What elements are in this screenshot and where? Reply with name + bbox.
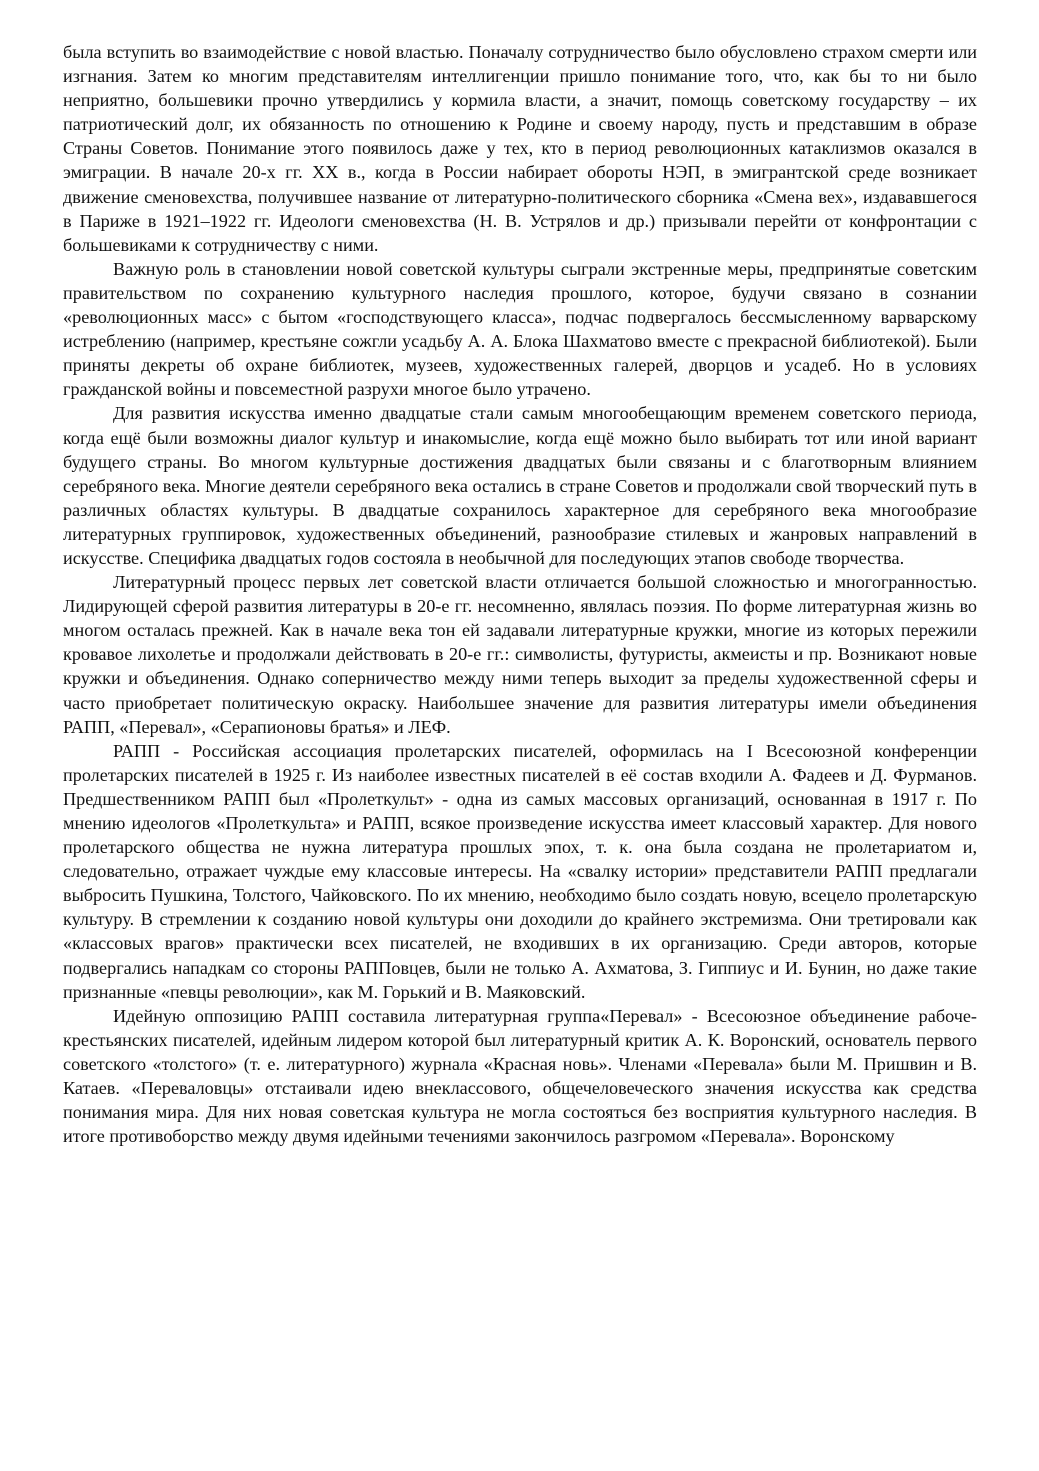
paragraph-heritage: Важную роль в становлении новой советской культуры сыграли экстренные меры, предпринятые советским правительством по сохранению культурного наследия прошлого, которое, будучи связано в сознании «революционных масс» с бытом «господствующего класса», подчас подвергалось бессмысленному варварскому истреблению (например, крестьяне сожгли усадьбу А. А. Блока Шахматово вместе с прекрасной библиотекой). Были приняты декреты об охране библиотек, музеев, художественных галерей, дворцов и усадеб. Но в условиях гражданской войны и повсеместной разрухи многое было утрачено. (63, 258, 977, 400)
paragraph-literary-process: Литературный процесс первых лет советской власти отличается большой сложностью и многогранностью. Лидирующей сферой развития литературы в 20-е гг. несомненно, являлась поэзия. По форме литературная жизнь во многом осталась прежней. Как в начале века тон ей задавали литературные кружки, многие из которых пережили кровавое лихолетье и продолжали действовать в 20-е гг.: символисты, футуристы, акмеисты и пр. Возникают новые кружки и объединения. Однако соперничество между ними теперь выходит за пределы художественной сферы и часто приобретает политическую окраску. Наибольшее значение для развития литературы имели объединения РАПП, «Перевал», «Серапионовы братья» и ЛЕФ. (63, 572, 977, 737)
document-page (63, 40, 977, 1148)
paragraph-cooperation: была вступить во взаимодействие с новой властью. Поначалу сотрудничество было обусловлено страхом смерти или изгнания. Затем ко многим представителям интеллигенции пришло понимание того, что, как бы то ни было неприятно, большевики прочно утвердились у кормила власти, а значит, помощь советскому государству – их патриотический долг, их обязанность по отношению к Родине и своему народу, пусть и представшим в образе Страны Советов. Понимание этого появилось даже у тех, кто в период революционных катаклизмов оказался в эмиграции. В начале 20-х гг. XX в., когда в России набирает обороты НЭП, в эмигрантской среде возникает движение сменовехства, получившее название от литературно-политического сборника «Смена вех», издававшегося в Париже в 1921–1922 гг. Идеологи сменовехства (Н. В. Устрялов и др.) призывали перейти от конфронтации с большевиками к сотрудничеству с ними. (63, 42, 977, 255)
paragraph-rapp: РАПП - Российская ассоциация пролетарских писателей, оформилась на I Всесоюзной конференции пролетарских писателей в 1925 г. Из наиболее известных писателей в её состав входили А. Фадеев и Д. Фурманов. Предшественником РАПП был «Пролеткульт» - одна из самых массовых организаций, основанная в 1917 г. По мнению идеологов «Пролеткульта» и РАПП, всякое произведение искусства имеет классовый характер. Для нового пролетарского общества не нужна литература прошлых эпох, т. к. она была создана не пролетариатом и, следовательно, отражает чуждые ему классовые интересы. На «свалку истории» представители РАПП предлагали выбросить Пушкина, Толстого, Чайковского. По их мнению, необходимо было создать новую, всецело пролетарскую культуру. В стремлении к созданию новой культуры они доходили до крайнего экстремизма. Они третировали как «классовых врагов» практически всех писателей, не входивших в их организацию. Среди авторов, которые подвергались нападкам со стороны РАППовцев, были не только А. Ахматова, З. Гиппиус и И. Бунин, но даже такие признанные «певцы революции», как М. Горький и В. Маяковский. (63, 740, 977, 1002)
paragraph-pereval: Идейную оппозицию РАПП составила литературная группа«Перевал» - Всесоюзное объединение рабоче-крестьянских писателей, идейным лидером которой был литературный критик А. К. Воронский, основатель первого советского «толстого» (т. е. литературного) журнала «Красная новь». Членами «Перевала» были М. Пришвин и В. Катаев. «Переваловцы» отстаивали идею внеклассового, общечеловеческого значения искусства как средства понимания мира. Для них новая советская культура не могла состояться без восприятия культурного наследия. В итоге противоборство между двумя идейными течениями закончилось разгромом «Перевала». Воронскому (63, 1005, 977, 1147)
paragraph-twenties: Для развития искусства именно двадцатые стали самым многообещающим временем советского периода, когда ещё были возможны диалог культур и инакомыслие, когда ещё можно было выбирать тот или иной вариант будущего страны. Во многом культурные достижения двадцатых были связаны и с благотворным влиянием серебряного века. Многие деятели серебряного века остались в стране Советов и продолжали свой творческий путь в различных областях культуры. В двадцатые сохранилось характерное для серебряного века многообразие литературных группировок, художественных объединений, разнообразие стилевых и жанровых направлений в искусстве. Специфика двадцатых годов состояла в необычной для последующих этапов свободе творчества. (63, 403, 977, 568)
